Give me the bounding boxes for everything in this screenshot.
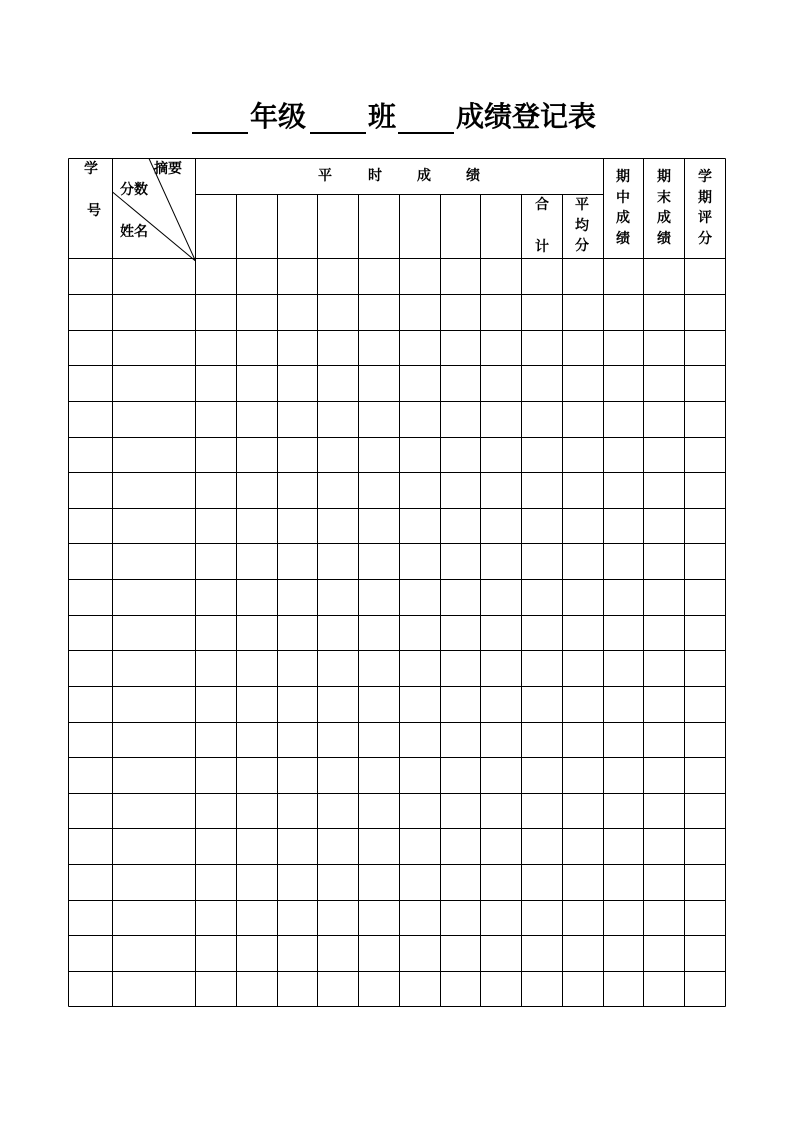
header-total-2: 计 bbox=[535, 239, 549, 255]
header-midterm bbox=[603, 167, 643, 249]
header-average-3: 分 bbox=[575, 238, 589, 254]
header-midterm-1: 期 bbox=[616, 169, 630, 185]
header-midterm-3: 成 bbox=[616, 210, 630, 226]
header-average-1: 平 bbox=[575, 197, 589, 213]
diagonal-label-name: 姓名 bbox=[120, 224, 148, 240]
diagonal-label-score: 分数 bbox=[120, 182, 148, 198]
header-student-no-2: 号 bbox=[87, 203, 101, 219]
header-average-2: 均 bbox=[575, 217, 589, 234]
header-final-4: 绩 bbox=[657, 230, 671, 247]
header-average bbox=[562, 195, 602, 257]
header-semester-2: 期 bbox=[698, 189, 712, 206]
header-semester-4: 分 bbox=[698, 230, 712, 247]
header-total-1: 合 bbox=[535, 197, 549, 213]
title-table-label: 成绩登记表 bbox=[456, 100, 597, 133]
header-final-2: 末 bbox=[657, 189, 671, 206]
header-student-no-1: 学 bbox=[84, 161, 98, 177]
header-regular-char-2: 时 bbox=[368, 168, 382, 184]
header-semester-3: 评 bbox=[698, 210, 712, 226]
header-regular-char-1: 平 bbox=[318, 168, 332, 184]
diagonal-label-summary: 摘要 bbox=[154, 161, 182, 177]
header-semester bbox=[685, 167, 725, 249]
header-midterm-4: 绩 bbox=[616, 230, 630, 247]
header-final bbox=[644, 167, 684, 249]
header-final-1: 期 bbox=[657, 169, 671, 185]
title-grade-label: 年级 bbox=[250, 100, 307, 133]
header-semester-1: 学 bbox=[698, 169, 712, 185]
header-regular-char-4: 绩 bbox=[466, 168, 480, 184]
header-regular-char-3: 成 bbox=[417, 168, 431, 184]
header-midterm-2: 中 bbox=[616, 189, 630, 206]
header-final-3: 成 bbox=[657, 210, 671, 226]
title-class-label: 班 bbox=[368, 100, 397, 133]
